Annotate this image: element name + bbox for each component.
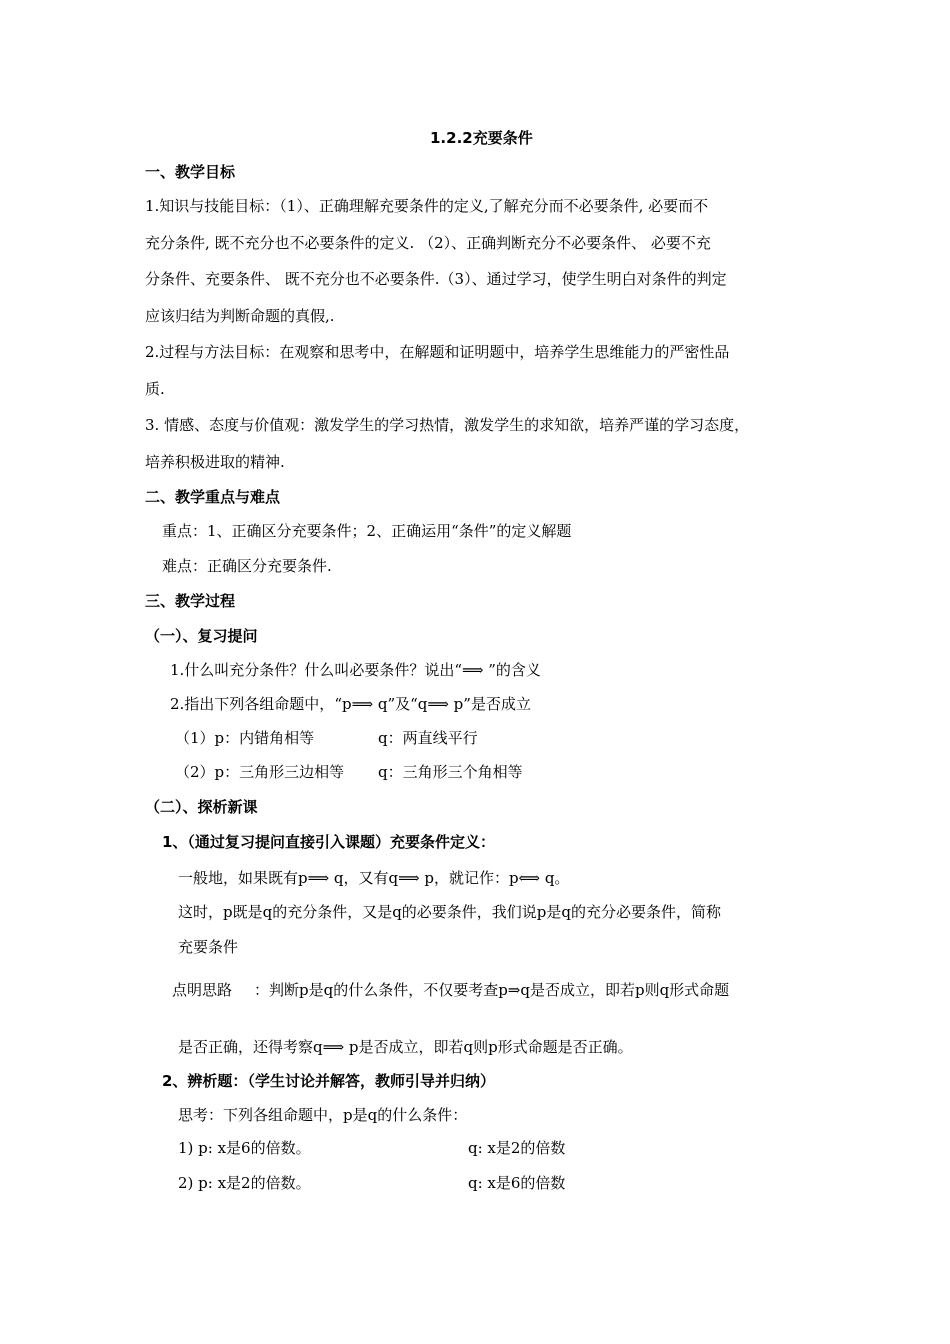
subsection-heading-new-lesson: （二）、探析新课 (145, 798, 258, 816)
paragraph-line: 充分条件, 既不充分也不必要条件的定义. （2）、正确判断充分不必要条件、 必要不充 (145, 234, 711, 252)
review-item-2-p: （2）p：三角形三边相等 (175, 763, 345, 781)
definition-line-3: 充要条件 (178, 938, 239, 956)
difficulty-text: 难点：正确区分充要条件. (162, 557, 332, 575)
definition-line-2: 这时，p既是q的充分条件，又是q的必要条件，我们说p是q的充分必要条件，简称 (178, 903, 722, 921)
key-point-text: 重点：1、正确区分充要条件；2、正确运用“条件”的定义解题 (162, 522, 572, 540)
item-1-heading: 1、（通过复习提问直接引入课题）充要条件定义： (162, 833, 495, 851)
paragraph-line: 1.知识与技能目标：（1）、正确理解充要条件的定义,了解充分而不必要条件, 必要而不 (145, 197, 709, 215)
paragraph-line: 2.过程与方法目标：在观察和思考中，在解题和证明题中，培养学生思维能力的严密性品 (145, 343, 730, 361)
hint-text: ：判断p是q的什么条件，不仅要考查p⇒q是否成立，即若p则q形式命题 (254, 981, 730, 999)
definition-line-1: 一般地，如果既有p⟹ q，又有q⟹ p，就记作：p⟺ q。 (178, 869, 570, 887)
hint-text-continued: 是否正确，还得考察q⟹ p是否成立，即若q则p形式命题是否正确。 (178, 1038, 633, 1056)
paragraph-line: 3. 情感、态度与价值观：激发学生的学习热情，激发学生的求知欲，培养严谨的学习态度， (145, 416, 750, 434)
subsection-heading-review: （一）、复习提问 (145, 627, 258, 645)
exercise-1-p: 1) p: x是6的倍数。 (178, 1139, 311, 1157)
exercise-2-p: 2) p: x是2的倍数。 (178, 1174, 311, 1192)
review-question-2: 2.指出下列各组命题中，“p⟹ q”及“q⟹ p”是否成立 (170, 695, 531, 713)
review-item-1-q: q：两直线平行 (378, 729, 478, 747)
review-item-1-p: （1）p：内错角相等 (175, 729, 315, 747)
section-heading-key-points: 二、教学重点与难点 (145, 488, 281, 506)
review-question-1: 1.什么叫充分条件？什么叫必要条件？说出“⟹ ”的含义 (170, 661, 541, 679)
review-item-2-q: q：三角形三个角相等 (378, 763, 523, 781)
exercise-2-q: q: x是6的倍数 (468, 1174, 566, 1192)
exercise-1-q: q: x是2的倍数 (468, 1139, 566, 1157)
section-heading-goals: 一、教学目标 (145, 163, 236, 181)
paragraph-line: 质. (145, 380, 165, 398)
page-title: 1.2.2充要条件 (430, 129, 533, 147)
paragraph-line: 应该归结为判断命题的真假,. (145, 307, 335, 325)
paragraph-line: 分条件、充要条件、 既不充分也不必要条件.（3）、通过学习，使学生明白对条件的判定 (145, 270, 727, 288)
paragraph-line: 培养积极进取的精神. (145, 453, 285, 471)
hint-label: 点明思路 (172, 981, 233, 999)
item-2-heading: 2、辨析题：（学生讨论并解答，教师引导并归纳） (162, 1072, 495, 1090)
think-prompt: 思考：下列各组命题中，p是q的什么条件： (178, 1106, 468, 1124)
section-heading-process: 三、教学过程 (145, 592, 236, 610)
